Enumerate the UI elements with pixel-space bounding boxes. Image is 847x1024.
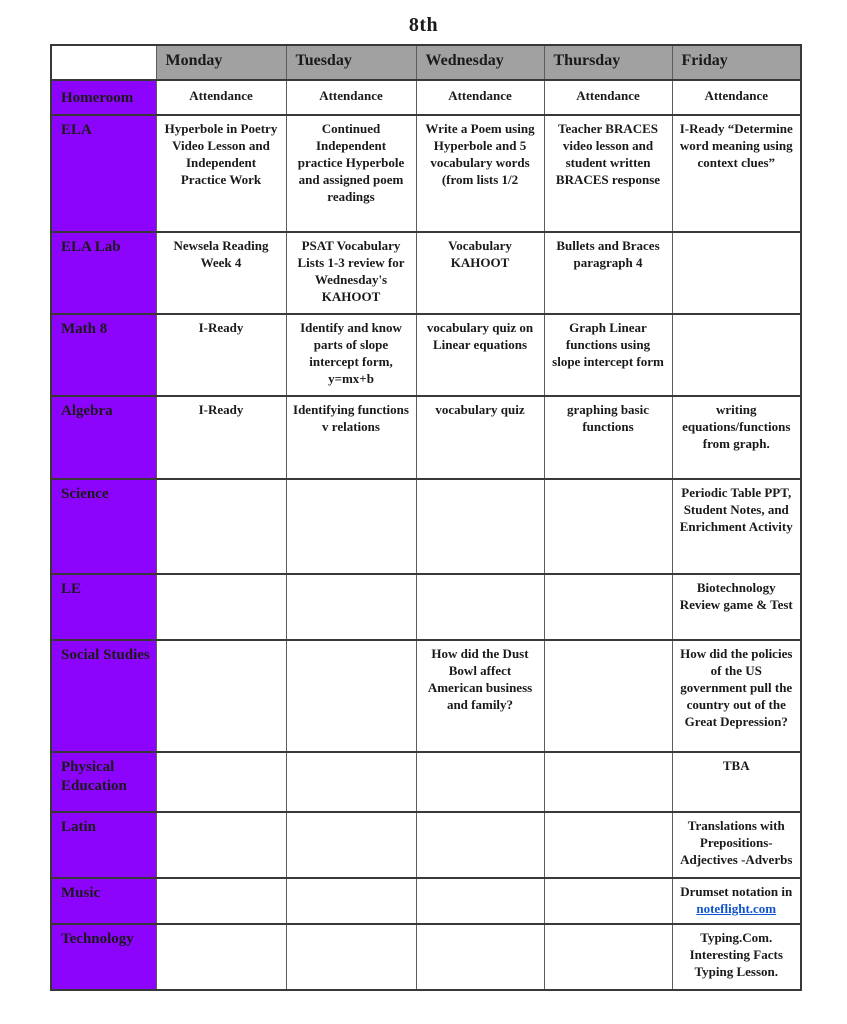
cell-ela-lab-friday — [672, 232, 801, 314]
cell-physical-education-thursday — [544, 752, 672, 812]
cell-music-thursday — [544, 878, 672, 924]
row-ela — [51, 115, 801, 232]
cell-homeroom-thursday: Attendance — [544, 80, 672, 115]
cell-ela-wednesday: Write a Poem using Hyperbole and 5 vocabulary words (from lists 1/2 — [416, 115, 544, 232]
cell-social-studies-monday — [156, 640, 286, 752]
cell-homeroom-tuesday: Attendance — [286, 80, 416, 115]
cell-ela-friday: I-Ready “Determine word meaning using context clues” — [672, 115, 801, 232]
cell-latin-friday: Translations with Prepositions-Adjectives -Adverbs — [672, 812, 801, 878]
music-friday-text: Drumset notation in — [680, 884, 793, 899]
row-science — [51, 479, 801, 574]
cell-physical-education-tuesday — [286, 752, 416, 812]
cell-technology-wednesday — [416, 924, 544, 990]
cell-technology-thursday — [544, 924, 672, 990]
cell-music-friday — [672, 878, 801, 924]
cell-homeroom-wednesday: Attendance — [416, 80, 544, 115]
cell-music-monday — [156, 878, 286, 924]
row-music — [51, 878, 801, 924]
row-technology — [51, 924, 801, 990]
cell-ela-lab-wednesday: Vocabulary KAHOOT — [416, 232, 544, 314]
cell-ela-tuesday: Continued Independent practice Hyperbole and assigned poem readings — [286, 115, 416, 232]
row-label-technology: Technology — [51, 924, 156, 990]
row-homeroom — [51, 80, 801, 115]
row-label-physical-education: Physical Education — [51, 752, 156, 812]
header-row — [51, 45, 801, 80]
cell-latin-monday — [156, 812, 286, 878]
cell-le-wednesday — [416, 574, 544, 640]
cell-physical-education-monday — [156, 752, 286, 812]
cell-algebra-tuesday: Identifying functions v relations — [286, 396, 416, 479]
cell-math8-wednesday: vocabulary quiz on Linear equations — [416, 314, 544, 396]
cell-music-tuesday — [286, 878, 416, 924]
cell-math8-thursday: Graph Linear functions using slope intercept form — [544, 314, 672, 396]
row-social-studies — [51, 640, 801, 752]
row-label-music: Music — [51, 878, 156, 924]
cell-latin-tuesday — [286, 812, 416, 878]
cell-science-friday: Periodic Table PPT, Student Notes, and Enrichment Activity — [672, 479, 801, 574]
cell-social-studies-thursday — [544, 640, 672, 752]
cell-latin-thursday — [544, 812, 672, 878]
cell-ela-monday: Hyperbole in Poetry Video Lesson and Independent Practice Work — [156, 115, 286, 232]
cell-le-friday: Biotechnology Review game & Test — [672, 574, 801, 640]
col-header-monday: Monday — [156, 45, 286, 80]
cell-technology-monday — [156, 924, 286, 990]
cell-physical-education-wednesday — [416, 752, 544, 812]
cell-social-studies-wednesday: How did the Dust Bowl affect American business and family? — [416, 640, 544, 752]
cell-le-thursday — [544, 574, 672, 640]
row-label-latin: Latin — [51, 812, 156, 878]
corner-cell — [51, 45, 156, 80]
cell-le-tuesday — [286, 574, 416, 640]
cell-homeroom-friday: Attendance — [672, 80, 801, 115]
page-title: 8th — [408, 14, 439, 36]
cell-physical-education-friday: TBA — [672, 752, 801, 812]
row-label-science: Science — [51, 479, 156, 574]
cell-math8-tuesday: Identify and know parts of slope intercept form, y=mx+b — [286, 314, 416, 396]
cell-science-monday — [156, 479, 286, 574]
cell-algebra-wednesday: vocabulary quiz — [416, 396, 544, 479]
row-label-math8: Math 8 — [51, 314, 156, 396]
cell-technology-friday: Typing.Com. Interesting Facts Typing Lesson. — [672, 924, 801, 990]
cell-algebra-monday: I-Ready — [156, 396, 286, 479]
row-ela-lab — [51, 232, 801, 314]
col-header-thursday: Thursday — [544, 45, 672, 80]
cell-ela-lab-monday: Newsela Reading Week 4 — [156, 232, 286, 314]
cell-math8-monday: I-Ready — [156, 314, 286, 396]
cell-social-studies-tuesday — [286, 640, 416, 752]
cell-latin-wednesday — [416, 812, 544, 878]
cell-ela-thursday: Teacher BRACES video lesson and student written BRACES response — [544, 115, 672, 232]
cell-technology-tuesday — [286, 924, 416, 990]
cell-le-monday — [156, 574, 286, 640]
row-physical-education — [51, 752, 801, 812]
col-header-friday: Friday — [672, 45, 801, 80]
cell-social-studies-friday: How did the policies of the US government pull the country out of the Great Depression? — [672, 640, 801, 752]
cell-science-wednesday — [416, 479, 544, 574]
row-label-ela: ELA — [51, 115, 156, 232]
cell-algebra-thursday: graphing basic functions — [544, 396, 672, 479]
cell-science-thursday — [544, 479, 672, 574]
cell-homeroom-monday: Attendance — [156, 80, 286, 115]
row-label-homeroom: Homeroom — [51, 80, 156, 115]
noteflight-link[interactable]: noteflight.com — [696, 900, 777, 916]
row-label-ela-lab: ELA Lab — [51, 232, 156, 314]
row-label-le: LE — [51, 574, 156, 640]
schedule-table — [50, 44, 802, 991]
row-latin — [51, 812, 801, 878]
cell-ela-lab-thursday: Bullets and Braces paragraph 4 — [544, 232, 672, 314]
row-label-social-studies: Social Studies — [51, 640, 156, 752]
col-header-tuesday: Tuesday — [286, 45, 416, 80]
cell-music-wednesday — [416, 878, 544, 924]
cell-algebra-friday: writing equations/functions from graph. — [672, 396, 801, 479]
row-algebra — [51, 396, 801, 479]
cell-ela-lab-tuesday: PSAT Vocabulary Lists 1-3 review for Wednesday's KAHOOT — [286, 232, 416, 314]
cell-math8-friday — [672, 314, 801, 396]
col-header-wednesday: Wednesday — [416, 45, 544, 80]
cell-science-tuesday — [286, 479, 416, 574]
row-label-algebra: Algebra — [51, 396, 156, 479]
row-math8 — [51, 314, 801, 396]
row-le — [51, 574, 801, 640]
